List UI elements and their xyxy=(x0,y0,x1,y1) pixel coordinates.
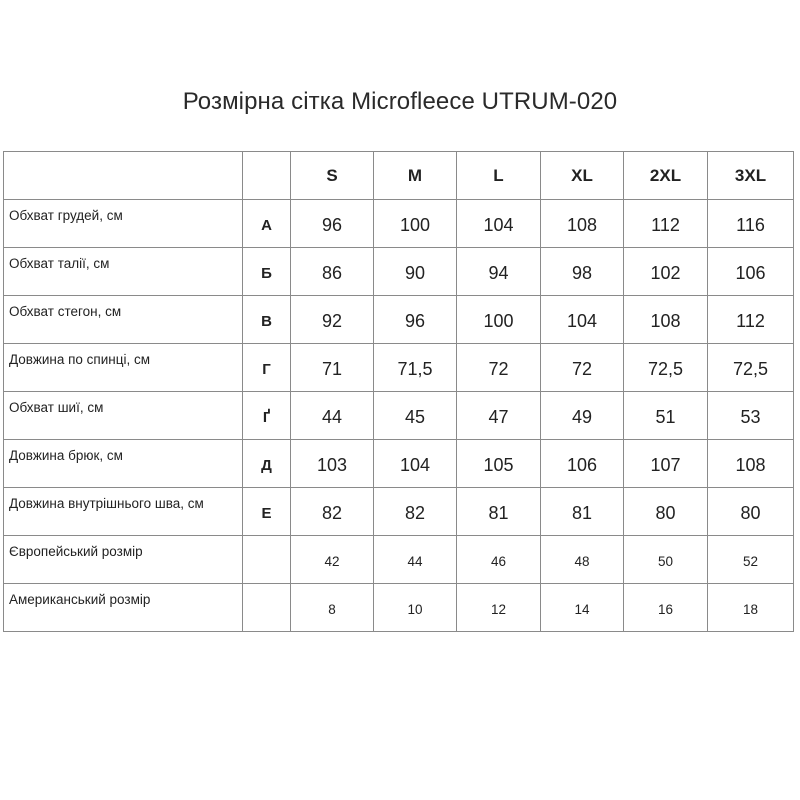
cell-value: 52 xyxy=(708,536,794,584)
row-code xyxy=(243,536,291,584)
row-code: А xyxy=(243,200,291,248)
header-size: S xyxy=(291,152,374,200)
cell-value: 72,5 xyxy=(624,344,708,392)
row-label: Американський розмір xyxy=(4,584,243,632)
cell-value: 92 xyxy=(291,296,374,344)
row-label: Європейський розмір xyxy=(4,536,243,584)
cell-value: 81 xyxy=(541,488,624,536)
row-label: Довжина по спинці, см xyxy=(4,344,243,392)
cell-value: 108 xyxy=(541,200,624,248)
cell-value: 16 xyxy=(624,584,708,632)
cell-value: 108 xyxy=(708,440,794,488)
cell-value: 71 xyxy=(291,344,374,392)
row-label: Довжина брюк, см xyxy=(4,440,243,488)
cell-value: 98 xyxy=(541,248,624,296)
cell-value: 112 xyxy=(708,296,794,344)
cell-value: 94 xyxy=(457,248,541,296)
cell-value: 104 xyxy=(541,296,624,344)
cell-value: 18 xyxy=(708,584,794,632)
cell-value: 82 xyxy=(291,488,374,536)
cell-value: 106 xyxy=(541,440,624,488)
header-empty-label xyxy=(4,152,243,200)
cell-value: 103 xyxy=(291,440,374,488)
row-code: Ґ xyxy=(243,392,291,440)
cell-value: 42 xyxy=(291,536,374,584)
table-row xyxy=(4,440,794,488)
row-label: Довжина внутрішнього шва, см xyxy=(4,488,243,536)
cell-value: 80 xyxy=(708,488,794,536)
cell-value: 96 xyxy=(374,296,457,344)
header-size: 2XL xyxy=(624,152,708,200)
cell-value: 49 xyxy=(541,392,624,440)
cell-value: 82 xyxy=(374,488,457,536)
cell-value: 71,5 xyxy=(374,344,457,392)
row-code: Д xyxy=(243,440,291,488)
table-row xyxy=(4,536,794,584)
cell-value: 44 xyxy=(374,536,457,584)
cell-value: 10 xyxy=(374,584,457,632)
cell-value: 108 xyxy=(624,296,708,344)
cell-value: 80 xyxy=(624,488,708,536)
cell-value: 102 xyxy=(624,248,708,296)
row-code: В xyxy=(243,296,291,344)
cell-value: 45 xyxy=(374,392,457,440)
cell-value: 81 xyxy=(457,488,541,536)
cell-value: 47 xyxy=(457,392,541,440)
row-label: Обхват талії, см xyxy=(4,248,243,296)
cell-value: 72 xyxy=(457,344,541,392)
cell-value: 51 xyxy=(624,392,708,440)
table-row xyxy=(4,248,794,296)
cell-value: 100 xyxy=(457,296,541,344)
table-row xyxy=(4,488,794,536)
cell-value: 46 xyxy=(457,536,541,584)
cell-value: 12 xyxy=(457,584,541,632)
table-row xyxy=(4,584,794,632)
table-row xyxy=(4,296,794,344)
row-label: Обхват грудей, см xyxy=(4,200,243,248)
cell-value: 53 xyxy=(708,392,794,440)
cell-value: 48 xyxy=(541,536,624,584)
cell-value: 96 xyxy=(291,200,374,248)
header-size: M xyxy=(374,152,457,200)
row-code: Г xyxy=(243,344,291,392)
cell-value: 44 xyxy=(291,392,374,440)
cell-value: 100 xyxy=(374,200,457,248)
table-row xyxy=(4,200,794,248)
cell-value: 72,5 xyxy=(708,344,794,392)
cell-value: 104 xyxy=(457,200,541,248)
row-code: Е xyxy=(243,488,291,536)
header-empty-code xyxy=(243,152,291,200)
cell-value: 116 xyxy=(708,200,794,248)
header-size: L xyxy=(457,152,541,200)
row-label: Обхват шиї, см xyxy=(4,392,243,440)
cell-value: 72 xyxy=(541,344,624,392)
cell-value: 8 xyxy=(291,584,374,632)
table-row xyxy=(4,344,794,392)
page-title: Розмірна сітка Microfleece UTRUM-020 xyxy=(182,88,618,115)
cell-value: 112 xyxy=(624,200,708,248)
cell-value: 50 xyxy=(624,536,708,584)
table-row xyxy=(4,392,794,440)
cell-value: 105 xyxy=(457,440,541,488)
header-size: 3XL xyxy=(708,152,794,200)
cell-value: 90 xyxy=(374,248,457,296)
cell-value: 107 xyxy=(624,440,708,488)
cell-value: 14 xyxy=(541,584,624,632)
size-table xyxy=(3,151,794,632)
cell-value: 106 xyxy=(708,248,794,296)
row-code xyxy=(243,584,291,632)
row-label: Обхват стегон, см xyxy=(4,296,243,344)
cell-value: 86 xyxy=(291,248,374,296)
cell-value: 104 xyxy=(374,440,457,488)
header-size: XL xyxy=(541,152,624,200)
row-code: Б xyxy=(243,248,291,296)
header-row xyxy=(4,152,794,200)
